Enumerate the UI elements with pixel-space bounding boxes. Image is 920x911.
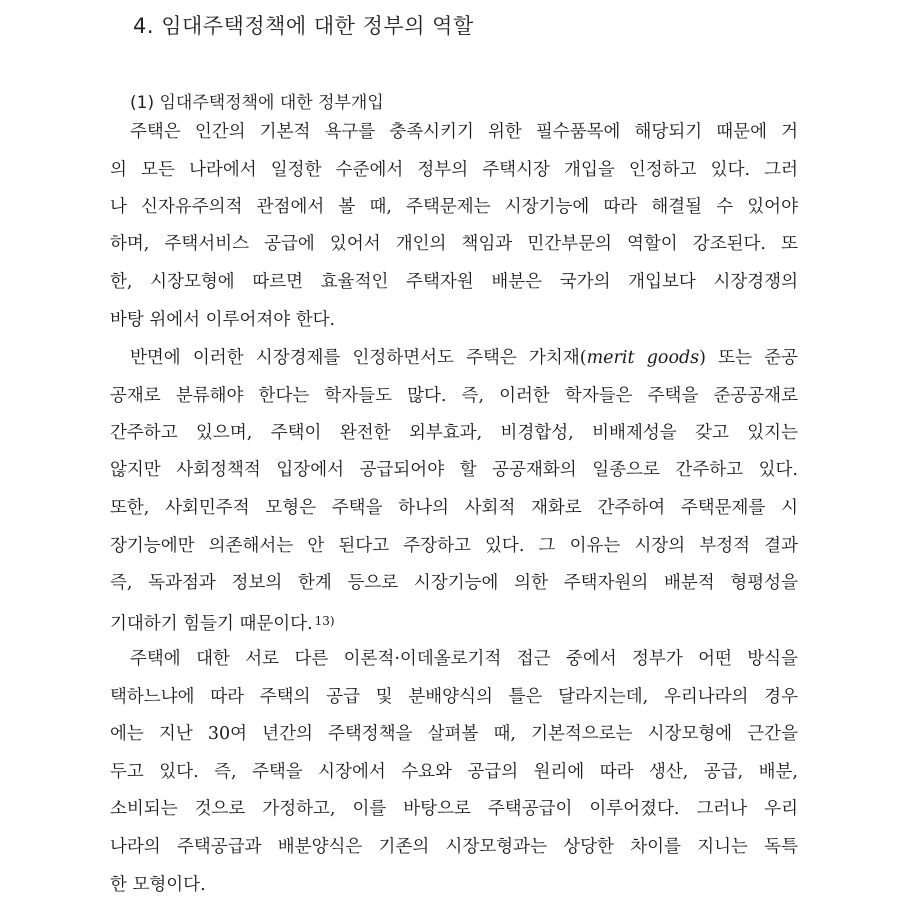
paragraph-line: 한, 시장모형에 따르면 효율적인 주택자원 배분은 국가의 개입보다 시장경쟁의 [110,272,798,292]
paragraph-line: 택하느냐에 따라 주택의 공급 및 분배양식의 틀은 달라지는데, 우리나라의 경우 [110,687,798,707]
footnote-marker: 13) [314,614,335,628]
paragraph-line: 나라의 주택공급과 배분양식은 기존의 시장모형과는 상당한 차이를 지니는 독특 [110,837,798,857]
subsection-heading: (1) 임대주택정책에 대한 정부개입 [130,93,384,113]
paragraph-line: 나 신자유주의적 관점에서 볼 때, 주택문제는 시장기능에 따라 해결될 수 있어야 [110,197,798,217]
paragraph-line: 하며, 주택서비스 공급에 있어서 개인의 책임과 민간부문의 역할이 강조된다. 또 [110,234,798,254]
merit-goods-term: merit goods [586,348,700,368]
paragraph-line: 주택은 인간의 기본적 욕구를 충족시키기 위한 필수품목에 해당되기 때문에 거 [130,122,798,142]
paragraph-line: 또한, 사회민주적 모형은 주택을 하나의 사회적 재화로 간주하여 주택문제를 시 [110,498,798,518]
paragraph-line: 두고 있다. 즉, 주택을 시장에서 수요와 공급의 원리에 따라 생산, 공급, 배분, [110,762,798,782]
paragraph-line: 주택에 대한 서로 다른 이론적·이데올로기적 접근 중에서 정부가 어떤 방식을 [130,649,798,669]
paragraph-line [110,609,798,636]
paragraph-line: 즉, 독과점과 정보의 한계 등으로 시장기능에 의한 주택자원의 배분적 형평성을 [110,573,798,593]
section-heading: 4. 임대주택정책에 대한 정부의 역할 [133,14,474,38]
paragraph-line-text: 기대하기 힘들기 때문이다. [110,614,313,634]
paragraph-line-text: 반면에 이러한 시장경제를 인정하면서도 주택은 가치재( [130,348,587,368]
paragraph-line: 장기능에만 의존해서는 안 된다고 주장하고 있다. 그 이유는 시장의 부정적 결과 [110,536,798,556]
paragraph-line [130,346,798,370]
paragraph-line: 의 모든 나라에서 일정한 수준에서 정부의 주택시장 개입을 인정하고 있다. 그러 [110,160,798,180]
paragraph-line: 소비되는 것으로 가정하고, 이를 바탕으로 주택공급이 이루어졌다. 그러나 우리 [110,799,798,819]
paragraph-line: 바탕 위에서 이루어져야 한다. [110,310,336,330]
paragraph-line-text: ) 또는 준공 [699,348,798,368]
paragraph-line: 에는 지난 30여 년간의 주택정책을 살펴볼 때, 기본적으로는 시장모형에 근간을 [110,724,798,744]
paragraph-line: 않지만 사회정책적 입장에서 공급되어야 할 공공재화의 일종으로 간주하고 있다. [110,460,798,480]
paragraph-line: 공재로 분류해야 한다는 학자들도 많다. 즉, 이러한 학자들은 주택을 준공공재로 [110,386,798,406]
paragraph-line: 간주하고 있으며, 주택이 완전한 외부효과, 비경합성, 비배제성을 갖고 있지는 [110,423,798,443]
paragraph-line: 한 모형이다. [110,875,206,895]
